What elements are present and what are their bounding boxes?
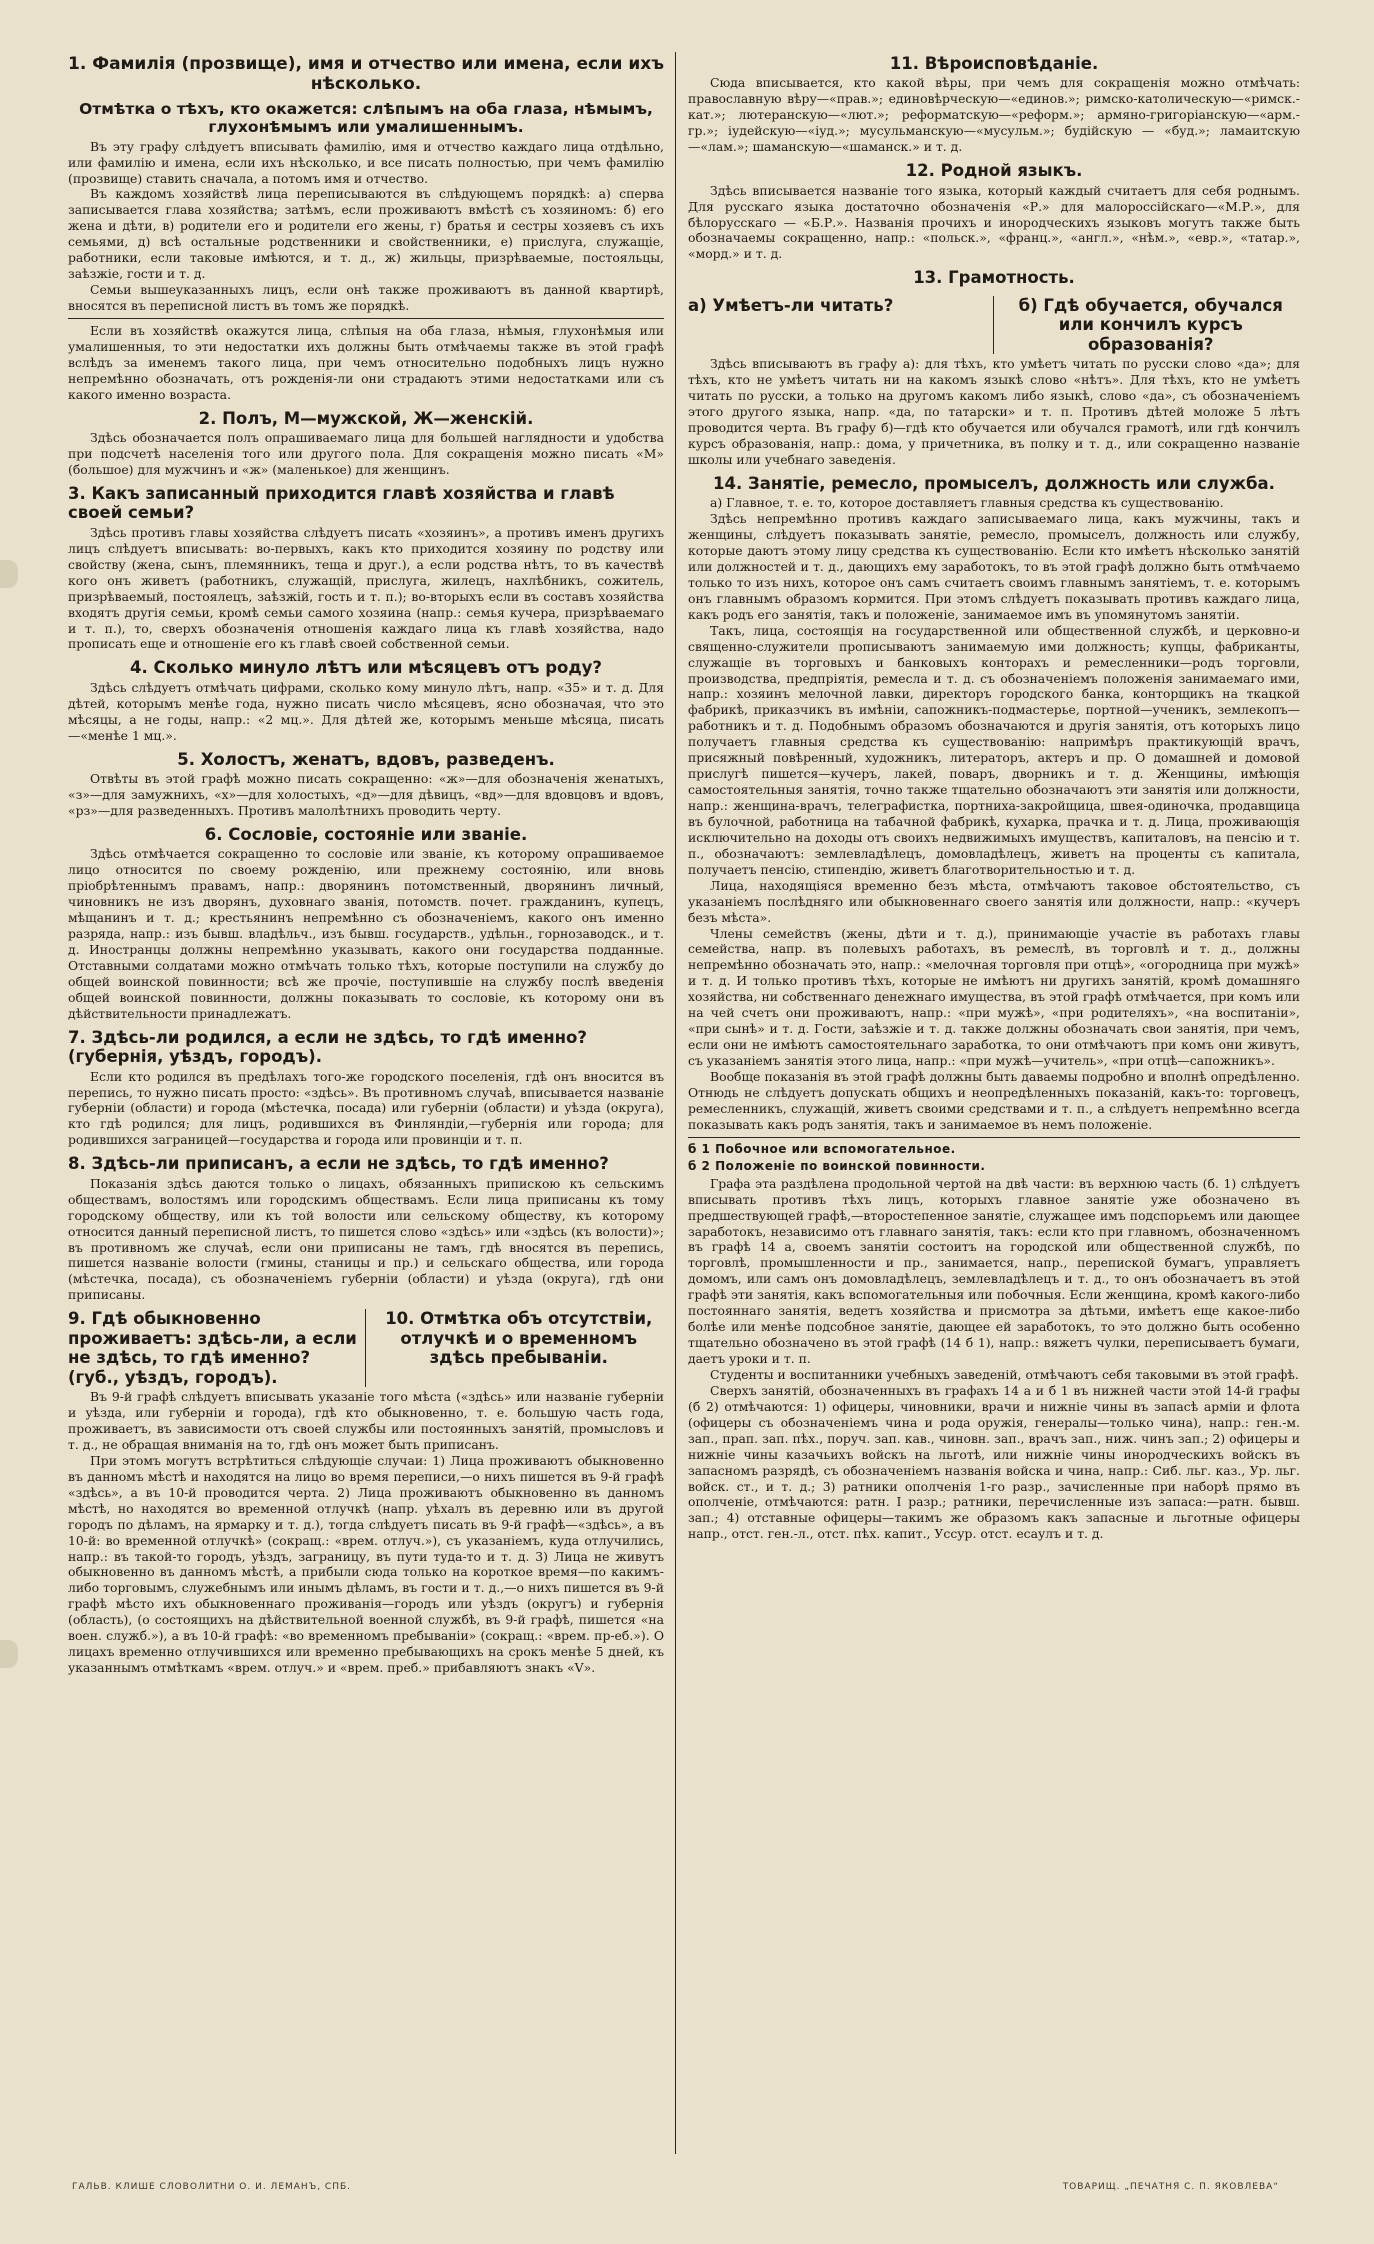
paragraph: Отвѣты въ этой графѣ можно писать сокращенно: «ж»—для обозначенія женатыхъ, «з»—для замужнихъ, «х»—для холостыхъ, «д»—для дѣвицъ, «вд»—для вдовцовъ и вдовъ, «рз»—для разведенныхъ. Противъ малолѣтнихъ проводить черту. xyxy=(68,771,664,818)
section-heading: Отмѣтка о тѣхъ, кто окажется: слѣпымъ на оба глаза, нѣмымъ, глухонѣмымъ или умалишеннымъ. xyxy=(79,100,653,137)
paragraph: Графа эта раздѣлена продольной чертой на двѣ части: въ верхнюю часть (б. 1) слѣдуетъ вписывать противъ тѣхъ лицъ, которыхъ главное занятіе уже обозначено въ предшествующей графѣ,—второстепенное занятіе, служащее имъ подспорьемъ или дающее заработокъ, независимо отъ главнаго занятія, такъ: если кто при главномъ, обозначенномъ въ графѣ 14 а, своемъ занятіи состоитъ на городской или общественной службѣ, по торговлѣ, промышленности и пр., занимается, напр., перепиской бумагъ, управляетъ домомъ, или самъ онъ домовладѣлецъ, землевладѣлецъ и т. д., то онъ обозначаетъ въ этой графѣ эти занятія, какъ вспомогательныя или побочныя. Если женщина, кромѣ какого-либо постояннаго занятія, ведетъ хозяйства и присмотра за дѣтьми, имѣетъ еще какое-либо болѣе или менѣе подсобное занятіе, дающее ей заработокъ, то это должно быть особенно тщательно обозначено въ этой графѣ (14 б 1), напр.: вяжетъ чулки, переписываетъ бумаги, даетъ уроки и т. п. xyxy=(688,1175,1300,1367)
paragraph: Здѣсь противъ главы хозяйства слѣдуетъ писать «хозяинъ», а противъ именъ другихъ лицъ слѣдуетъ вписывать: во-первыхъ, какъ кто приходится хозяину по родству или свойству (жена, сынъ, племянникъ, теща и друг.), а если родства нѣтъ, то въ качествѣ кого онъ живетъ (работникъ, служащій, прислуга, жилецъ, нахлѣбникъ, сожитель, призрѣваемый, постоялецъ, заѣзжій, гость и т. п.); во-вторыхъ если въ составъ хозяйства входятъ другія семьи, кромѣ семьи самого хозяина (напр.: семья кучера, призрѣваемаго и т. п.), то, сверхъ обозначенія отношенія каждаго лица къ главѣ хозяйства, надо прописать еще и отношеніе его къ главѣ своей собственной семьи. xyxy=(68,524,664,652)
left-column xyxy=(68,48,664,2158)
paragraph: Здѣсь вписывается названіе того языка, который каждый считаетъ для себя роднымъ. Для русскаго языка достаточно обозначенія «Р.» для малороссійскаго—«М.Р.», для бѣлорусскаго — «Б.Р.». Названія прочихъ и инородческихъ языковъ могутъ также быть обозначаемы сокращенно, напр.: «польск.», «франц.», «англ.», «нѣм.», «евр.», «татар.», «морд.» и т. д. xyxy=(688,182,1300,262)
rule xyxy=(68,318,664,319)
binding-hole xyxy=(0,1640,18,1668)
subsection-label: б 2 Положеніе по воинской повинности. xyxy=(688,1158,986,1173)
paragraph: Въ эту графу слѣдуетъ вписывать фамилію, имя и отчество каждаго лица отдѣльно, или фамилію и имена, если ихъ нѣсколько, и все писать полностью, при чемъ фамилію (прозвище) ставить сначала, а потомъ имя и отчество. xyxy=(68,138,664,186)
section-heading: 1. Фамилія (прозвище), имя и отчество или имена, если ихъ нѣсколько. xyxy=(68,54,664,95)
split-heading-left: а) Умѣетъ-ли читать? xyxy=(688,295,894,315)
footer-left-imprint: ГАЛЬВ. КЛИШЕ СЛОВОЛИТНИ О. И. ЛЕМАНЪ, СПБ. xyxy=(72,2182,352,2192)
paragraph: Въ каждомъ хозяйствѣ лица переписываются въ слѣдующемъ порядкѣ: а) сперва записывается глава хозяйства; затѣмъ, если проживаютъ вмѣстѣ съ хозяиномъ: б) его жена и дѣти, в) родители его и родители его жены, г) братья и сестры хозяевъ съ ихъ семьями, д) всѣ остальные родственники и свойственники, е) прислуга, служащіе, работники, если таковые имѣются, и т. д., ж) жильцы, призрѣваемые, постояльцы, заѣзжіе, гости и т. д. xyxy=(68,186,664,282)
section-heading: 3. Какъ записанный приходится главѣ хозяйства и главѣ своей семьи? xyxy=(68,483,615,523)
split-heading-right: б) Гдѣ обучается, обучался или кончилъ курсъ образованія? xyxy=(993,296,1301,354)
paragraph: Семьи вышеуказанныхъ лицъ, если онѣ также проживаютъ въ данной квартирѣ, вносятся въ переписной листъ въ томъ же порядкѣ. xyxy=(68,282,664,314)
section-heading: 14. Занятіе, ремесло, промыселъ, должность или служба. xyxy=(713,473,1275,493)
section-heading: 13. Грамотность. xyxy=(913,268,1075,288)
paragraph: Здѣсь непремѣнно противъ каждаго записываемаго лица, какъ мужчины, такъ и женщины, слѣдуетъ показывать занятіе, ремесло, промыселъ, должность или службу, которые даютъ этому лицу средства къ существованію. Если кто имѣетъ нѣсколько занятій или должностей и т. д., дающихъ ему заработокъ, то въ этой графѣ должно быть отмѣчаемо только то изъ нихъ, которое онъ самъ считаетъ своимъ главнымъ занятіемъ, т. е. которымъ онъ главнымъ образомъ кормится. При этомъ слѣдуетъ показывать противъ каждаго лица, какъ родъ его занятія, такъ и положеніе, занимаемое имъ въ упомянутомъ занятіи. xyxy=(688,511,1300,622)
paragraph: Сверхъ занятій, обозначенныхъ въ графахъ 14 а и б 1 въ нижней части этой 14-й графы (б 2) отмѣчаются: 1) офицеры, чиновники, врачи и нижніе чины въ запасѣ арміи и флота (офицеры съ обозначеніемъ чина и рода оружія, генералы—только чина), напр.: ген.-м. зап., прап. зап. пѣх., поруч. зап. кав., чиновн. зап., врачъ зап., ниж. чинъ зап.; 2) офицеры и нижніе чины казачьихъ войскъ на льготѣ, или нижніе чины инородческихъ войскъ въ запасномъ разрядѣ, съ обозначеніемъ названія войска и чина, напр.: Сиб. льг. каз., Ур. льг. войск. ст., и т. д.; 3) ратники ополченія 1-го разр., зачисленные при наборѣ прямо въ ополченіе, отмѣчаются: ратн. I разр.; ратники, перечисленные изъ запаса:—ратн. бывш. зап.; 4) отставные офицеры—такимъ же образомъ какъ запасные и льготные офицеры напр., отст. ген.-л., отст. пѣх. капит., Уссур. отст. есаулъ и т. д. xyxy=(688,1382,1300,1542)
paragraph: а) Главное, т. е. то, которое доставляетъ главныя средства къ существованію. xyxy=(710,495,1224,511)
paragraph: Вообще показанія въ этой графѣ должны быть даваемы подробно и вполнѣ опредѣленно. Отнюдь не слѣдуетъ допускать общихъ и неопредѣленныхъ показаній, какъ-то: торговецъ, ремесленникъ, служащій, живетъ своими средствами и т. п., а слѣдуетъ непремѣнно всегда показывать какъ родъ занятія, такъ и занимаемое въ немъ положеніе. xyxy=(688,1068,1300,1132)
paragraph: Здѣсь отмѣчается сокращенно то сословіе или званіе, къ которому опрашиваемое лицо относится по своему рожденію, или прежнему состоянію, или вновь пріобрѣтеннымъ правамъ, напр.: дворянинъ потомственный, дворянинъ личный, чиновникъ не изъ дворянъ, духовнаго званія, потомств. почет. гражданинъ, купецъ, мѣщанинъ и т. д.; крестьянинъ непремѣнно съ обозначеніемъ, какого онъ именно разряда, напр.: изъ бывш. владѣльч., изъ бывш. государств., удѣльн., горнозаводск., и т. д. Иностранцы должны непремѣнно указывать, какого они государства подданные. Отставными солдатами можно отмѣчать только тѣхъ, которые поступили на службу до общей воинской повинности; всѣ же прочіе, поступившіе на службу послѣ введенія общей воинской повинности, должны показывать то сословіе, къ которому они въ дѣйствительности принадлежатъ. xyxy=(68,846,664,1021)
rule xyxy=(688,1137,1300,1138)
column-divider xyxy=(675,52,676,2154)
subsection-label: б 1 Побочное или вспомогательное. xyxy=(688,1141,956,1156)
section-heading: 12. Родной языкъ. xyxy=(905,161,1083,181)
section-heading: 8. Здѣсь-ли приписанъ, а если не здѣсь, то гдѣ именно? xyxy=(68,1154,609,1174)
paragraph: Если кто родился въ предѣлахъ того-же городского поселенія, гдѣ онъ вносится въ перепись, то нужно писать просто: «здѣсь». Въ противномъ случаѣ, вписывается названіе губерніи (области) и города (мѣстечка, посада) или губерніи (области) и уѣзда (округа), кто гдѣ родился; для лицъ, родившихся въ Финляндіи,—губернія или города; для родившихся заграницей—государства и города или провинціи и т. п. xyxy=(68,1068,664,1148)
section-heading: 4. Сколько минуло лѣтъ или мѣсяцевъ отъ роду? xyxy=(129,658,603,678)
paragraph: Если въ хозяйствѣ окажутся лица, слѣпыя на оба глаза, нѣмыя, глухонѣмыя или умалишенныя, то эти недостатки ихъ должны быть отмѣчаемы также въ этой графѣ вслѣдъ за именемъ такого лица, при чемъ относительно подобныхъ лицъ нужно непремѣнно обозначать, отъ рожденія-ли они страдаютъ этими недостатками или съ какого именно возраста. xyxy=(68,322,664,402)
paragraph: Члены семействъ (жены, дѣти и т. д.), принимающіе участіе въ работахъ главы семейства, напр. въ полевыхъ работахъ, въ ремеслѣ, въ торговлѣ и т. д., должны непремѣнно обозначать это, напр.: «мелочная торговля при отцѣ», «огородница при мужѣ» и т. д. И только противъ тѣхъ, которые не имѣютъ ни другихъ занятій, кромѣ домашняго хозяйства, ни собственнаго денежнаго имущества, въ этой графѣ отмѣчается, при комъ или на чей счетъ они проживаютъ, напр.: «при мужѣ», «при родителяхъ», «на воспитаніи», «при сынѣ» и т. д. Гости, заѣзжіе и т. д. также должны обозначать свои занятія, при чемъ, если они не имѣютъ самостоятельнаго заработка, то они отмѣчаютъ при комъ они живутъ, съ указаніемъ занятія этого лица, напр.: «при мужѣ—учитель», «при отцѣ—сапожникъ». xyxy=(688,925,1300,1069)
right-column xyxy=(688,48,1300,2158)
section-heading: 11. Вѣроисповѣданіе. xyxy=(889,54,1099,73)
binding-hole xyxy=(0,560,18,588)
split-heading-row xyxy=(688,290,1300,356)
paragraph: Показанія здѣсь даются только о лицахъ, обязанныхъ припискою къ сельскимъ обществамъ, волостямъ или городскимъ обществамъ. Если лица приписаны къ тому городскому обществу, или къ той волости или сельскому обществу, къ которому относится данный переписной листъ, то пишется слово «здѣсь» или «здѣсь (къ волости)»; въ противномъ же случаѣ, если они приписаны не тамъ, гдѣ вносятся въ перепись, пишется названіе волости (гмины, станицы и пр.) и сельскаго общества, или города (мѣстечка, посада), съ обозначеніемъ губерніи (области) и уѣзда (округа), гдѣ они приписаны. xyxy=(68,1175,664,1303)
footer-right-imprint: ТОВАРИЩ. „ПЕЧАТНЯ С. П. ЯКОВЛЕВА“ xyxy=(1062,2182,1279,2192)
paragraph: Въ 9-й графѣ слѣдуетъ вписывать указаніе того мѣста («здѣсь» или названіе губерніи и уѣзда, или губерніи и города), гдѣ кто обыкновенно, т. е. большую часть года, проживаетъ, въ зависимости отъ своей службы или постоянныхъ занятій, промысловъ и т. д., не обращая вниманія на то, гдѣ онъ может быть приписанъ. xyxy=(68,1389,664,1452)
split-heading-row xyxy=(68,1303,664,1389)
paragraph: Здѣсь обозначается полъ опрашиваемаго лица для большей наглядности и удобства при подсчетѣ населенія того или другого пола. Для сокращенія можно писать «М» (большое) для мужчинъ и «ж» (маленькое) для женщинъ. xyxy=(68,430,664,477)
paragraph: Лица, находящіяся временно безъ мѣста, отмѣчаютъ таковое обстоятельство, съ указаніемъ послѣдняго или обыкновеннаго своего занятія или должности, напр.: «кучеръ безъ мѣста». xyxy=(688,877,1300,925)
paragraph: Сюда вписывается, кто какой вѣры, при чемъ для сокращенія можно отмѣчать: православную вѣру—«прав.»; единовѣрческую—«единов.»; римско-католическую—«римск.-кат.»; лютеранскую—«лют.»; реформатскую—«реформ.»; армяно-григоріанскую—«арм.-гр.»; іудейскую—«іуд.»; мусульманскую—«мусульм.»; будійскую — «буд.»; ламаитскую—«лам.»; шаманскую—«шаманск.» и т. д. xyxy=(688,75,1300,155)
paragraph: Студенты и воспитанники учебныхъ заведеній, отмѣчаютъ себя таковыми въ этой графѣ. xyxy=(710,1366,1299,1382)
paragraph: Такъ, лица, состоящія на государственной или общественной службѣ, и церковно-и священно-служители прописываютъ занимаемую ими должность; купцы, фабриканты, служащіе въ торговыхъ и банковыхъ конторахъ и ремесленники—родъ торговли, производства, предпріятія, ремесла и т. д. съ обозначеніемъ положенія занимаемаго ими, напр.: хозяинъ мелочной лавки, директоръ городского банка, конторщикъ на ткацкой фабрикѣ, приказчикъ въ имѣніи, сапожникъ-подмастерье, портной—ученикъ, землекопъ—работникъ и т. д. Подобнымъ образомъ обозначаются и другія занятія, отъ которыхъ лицо получаетъ главныя средства къ существованію: напримѣръ практикующій врачъ, присяжный повѣренный, художникъ, литераторъ, актеръ и пр. О домашней и домовой прислугѣ пишется—кучеръ, лакей, поваръ, дворникъ и т. д. Женщины, имѣющія самостоятельныя занятія, точно также тщательно обозначаютъ эти занятія или должности, напр.: женщина-врачъ, телеграфистка, портниха-закройщица, швея-одиночка, продавщица въ булочной, работница на табачной фабрикѣ, кухарка, прачка и т. д. Лица, проживающія исключительно на доходы отъ своихъ недвижимыхъ имуществъ, капиталовъ, на пенсію и т. п., обозначаютъ: землевладѣлецъ, домовладѣлецъ, живетъ на проценты съ капитала, получаетъ пенсію, стипендію, живетъ благотворительностью и т. д. xyxy=(688,622,1300,877)
paragraph: Здѣсь вписываютъ въ графу а): для тѣхъ, кто умѣетъ читать по русски слово «да»; для тѣхъ, кто не умѣетъ читать ни на какомъ языкѣ слово «нѣтъ». Для тѣхъ, кто не умѣетъ читать по русски, а только на другомъ какомъ либо языкѣ, слово «да», съ обозначеніемъ этого другого языка, напр. «да, по татарски» и т. п. Противъ дѣтей моложе 5 лѣтъ проводится черта. Въ графу б)—гдѣ кто обучается или обучался грамотѣ, или гдѣ кончилъ курсъ образованія, напр.: дома, у причетника, въ полку и т. д., или сокращенно названіе школы или учебнаго заведенія. xyxy=(688,356,1300,467)
paragraph: Здѣсь слѣдуетъ отмѣчать цифрами, сколько кому минуло лѣтъ, напр. «35» и т. д. Для дѣтей, которымъ менѣе года, нужно писать число мѣсяцевъ, ясно обозначая, что это мѣсяцы, а не годы, напр.: «2 мц.». Для дѣтей же, которымъ меньше мѣсяца, писать—«менѣе 1 мц.». xyxy=(68,679,664,743)
section-heading: 2. Полъ, М—мужской, Ж—женскій. xyxy=(198,408,534,428)
section-heading: 6. Сословіе, состояніе или званіе. xyxy=(204,824,528,844)
section-heading: 7. Здѣсь-ли родился, а если не здѣсь, то гдѣ именно? (губернія, уѣздъ, городъ). xyxy=(68,1027,587,1067)
paragraph: При этомъ могутъ встрѣтиться слѣдующіе случаи: 1) Лица проживаютъ обыкновенно въ данномъ мѣстѣ и находятся на лицо во время переписи,—о нихъ пишется въ 9-й графѣ «здѣсь», а въ 10-й проводится черта. 2) Лица проживаютъ обыкновенно въ данномъ мѣстѣ, но находятся во временной отлучкѣ (напр. уѣхалъ въ деревню или въ другой городъ по дѣламъ, на ярмарку и т. д.), тогда слѣдуетъ писать въ 9-й графѣ—«здѣсь», а въ 10-й: во временной отлучкѣ» (сокращ.: «врем. отлуч.»), съ указаніемъ, куда отлучились, напр.: въ такой-то городъ, уѣздъ, заграницу, въ пути туда-то и т. д. 3) Лица не живутъ обыкновенно въ данномъ мѣстѣ, а прибыли сюда только на короткое время—по какимъ-либо торговымъ, служебнымъ или инымъ дѣламъ, въ гости и т. д.,—о нихъ пишется въ 9-й графѣ мѣсто ихъ обыкновеннаго проживанія—городъ или уѣздъ (округъ) и губернія (область), (о состоящихъ на дѣйствительной военной службѣ, въ 9-й графѣ, пишется «на воен. служб.»), а въ 10-й графѣ: «во временномъ пребываніи» (сокращ.: «врем. пр-еб.»). О лицахъ временно отлучившихся или временно пребывающихъ на срокъ менѣе 5 дней, къ указаннымъ отмѣткамъ «врем. отлуч.» и «врем. преб.» прибавляютъ знакъ «V». xyxy=(68,1452,664,1676)
split-heading-right: 10. Отмѣтка объ отсутствіи, отлучкѣ и о временномъ здѣсь пребываніи. xyxy=(365,1309,665,1387)
section-heading: 5. Холостъ, женатъ, вдовъ, разведенъ. xyxy=(177,749,555,769)
split-heading-left: 9. Гдѣ обыкновенно проживаетъ: здѣсь-ли, а если не здѣсь, то гдѣ именно? (губ., уѣздъ, городъ). xyxy=(68,1309,357,1387)
